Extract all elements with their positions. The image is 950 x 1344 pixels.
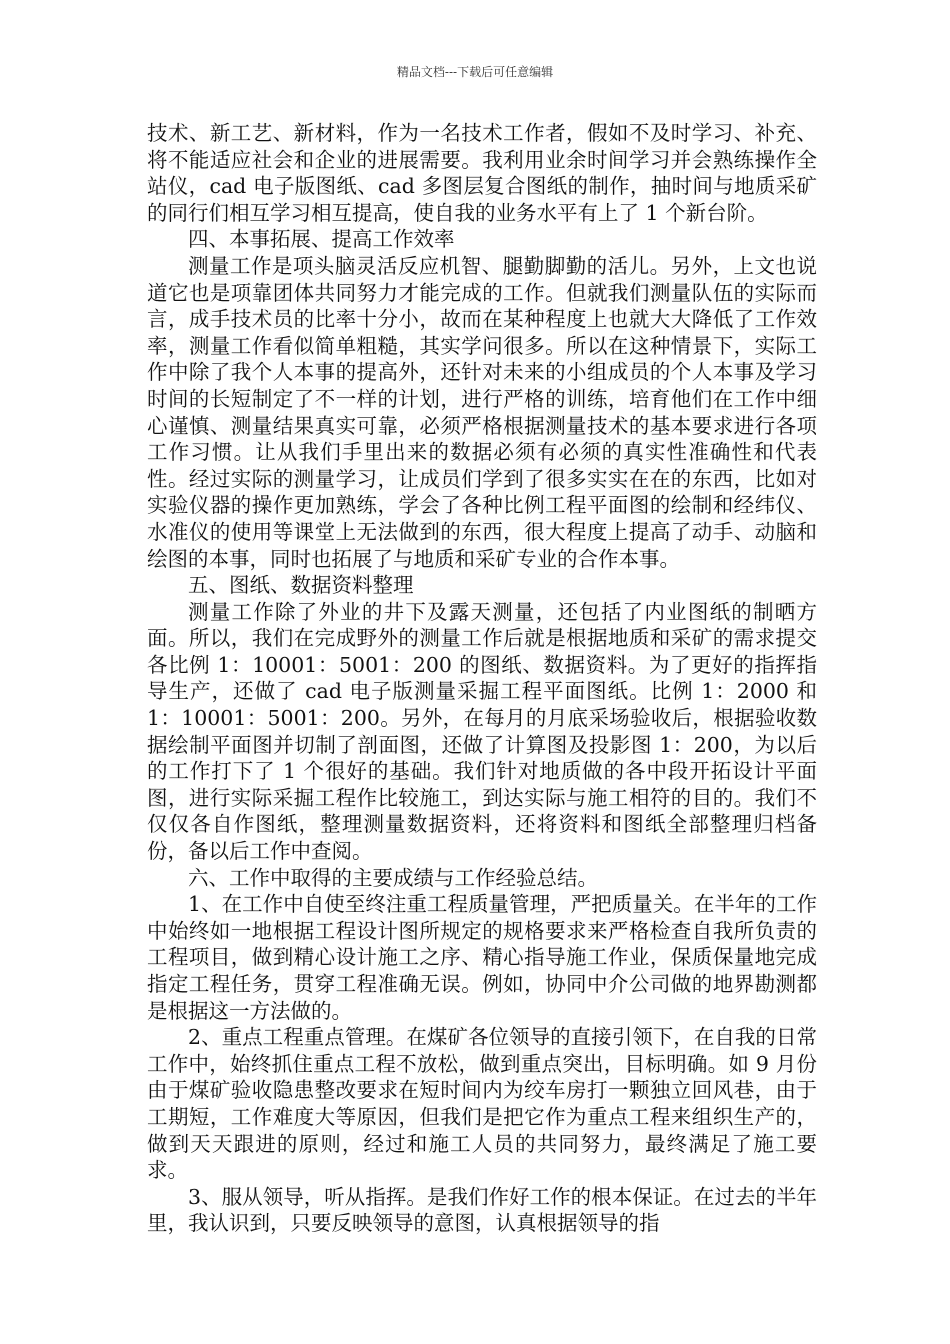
document-body bbox=[147, 120, 817, 1237]
paragraph: 测量工作是项头脑灵活反应机智、腿勤脚勤的活儿。另外，上文也说道它也是项靠团体共同努力才能完成的工作。但就我们测量队伍的实际而言，成手技术员的比率十分小，故而在某种程度上也就大大降低了工作效率，测量工作看似简单粗糙，其实学问很多。所以在这种情景下，实际工作中除了我个人本事的提高外，还针对未来的小组成员的个人本事及学习时间的长短制定了不一样的计划，进行严格的训练，培育他们在工作中细心谨慎、测量结果真实可靠，必须严格根据测量技术的基本要求进行各项工作习惯。让从我们手里出来的数据必须有必须的真实性准确性和代表性。经过实际的测量学习，让成员们学到了很多实实在在的东西，比如对实验仪器的操作更加熟练，学会了各种比例工程平面图的绘制和经纬仪、水准仪的使用等课堂上无法做到的东西，很大程度上提高了动手、动脑和绘图的本事，同时也拓展了与地质和采矿专业的合作本事。 bbox=[147, 253, 817, 571]
section-heading-4: 四、本事拓展、提高工作效率 bbox=[188, 227, 455, 252]
paragraph: 测量工作除了外业的井下及露天测量，还包括了内业图纸的制晒方面。所以，我们在完成野外的测量工作后就是根据地质和采矿的需求提交各比例 1：10001：5001：200 的图纸、数据资料。为了更好的指挥指导生产，还做了 cad 电子版测量采掘工程平面图纸。比例 1：2000 和 1：10001：5001：200。另外，在每月的月底采场验收后，根据验收数据绘制平面图并切制了剖面图，还做了计算图及投影图 1：200，为以后的工作打下了 1 个很好的基础。我们针对地质做的各中段开拓设计平面图，进行实际采掘工程作比较施工，到达实际与施工相符的目的。我们不仅仅各自作图纸，整理测量数据资料，还将资料和图纸全部整理归档备份，备以后工作中查阅。 bbox=[147, 599, 817, 864]
section-heading-6: 六、工作中取得的主要成绩与工作经验总结。 bbox=[188, 865, 598, 890]
paragraph-item-3: 3、服从领导，听从指挥。是我们作好工作的根本保证。在过去的半年里，我认识到，只要反映领导的意图，认真根据领导的指 bbox=[147, 1184, 817, 1236]
paragraph-continuation: 技术、新工艺、新材料，作为一名技术工作者，假如不及时学习、补充、将不能适应社会和企业的进展需要。我利用业余时间学习并会熟练操作全站仪，cad 电子版图纸、cad 多图层复合图纸的制作，抽时间与地质采矿的同行们相互学习相互提高，使自我的业务水平有上了 1 个新台阶。 bbox=[147, 121, 817, 225]
page-header: 精品文档---下载后可任意编辑 bbox=[396, 65, 554, 79]
section-heading-5: 五、图纸、数据资料整理 bbox=[188, 573, 414, 598]
paragraph-item-2: 2、重点工程重点管理。在煤矿各位领导的直接引领下，在自我的日常工作中，始终抓住重点工程不放松，做到重点突出，目标明确。如 9 月份由于煤矿验收隐患整改要求在短时间内为绞车房打一颗独立回风巷，由于工期短，工作难度大等原因，但我们是把它作为重点工程来组织生产的，做到天天跟进的原则，经过和施工人员的共同努力，最终满足了施工要求。 bbox=[147, 1025, 817, 1183]
paragraph-item-1: 1、在工作中自使至终注重工程质量管理，严把质量关。在半年的工作中始终如一地根据工程设计图所规定的规格要求来严格检查自我所负责的工程项目，做到精心设计施工之序、精心指导施工作业，保质保量地完成指定工程任务，贯穿工程准确无误。例如，协同中介公司做的地界勘测都是根据这一方法做的。 bbox=[147, 892, 817, 1023]
